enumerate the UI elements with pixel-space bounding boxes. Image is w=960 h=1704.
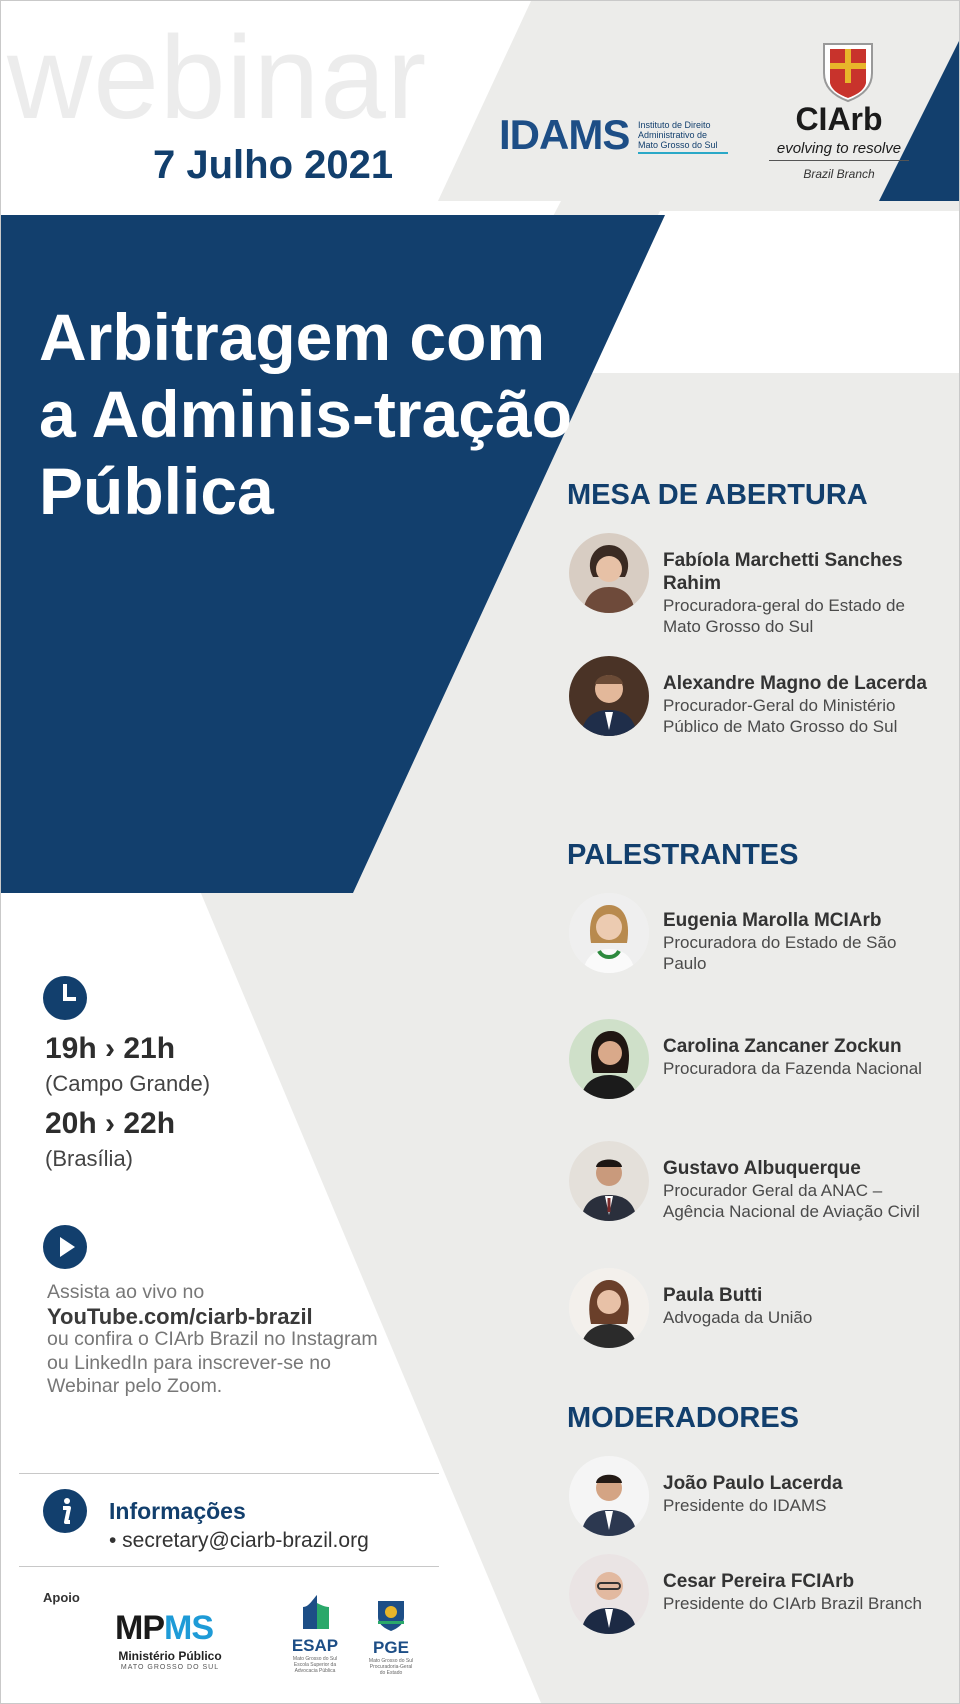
speaker-photo-avatar (569, 1554, 649, 1634)
speaker-photo-avatar (569, 893, 649, 973)
speaker-card (569, 1141, 949, 1225)
speaker-photo-avatar (569, 1268, 649, 1348)
speaker-card (569, 1268, 949, 1352)
speaker-role: Presidente do IDAMS (663, 1496, 827, 1515)
time-campo-grande: 19h › 21h (45, 1032, 176, 1065)
esap-emblem-icon (295, 1593, 335, 1631)
speaker-role: Procuradora-geral do Estado de Mato Grosso do Sul (663, 596, 905, 636)
speaker-name: Eugenia Marolla MCIArb (663, 910, 882, 931)
speaker-photo-avatar (569, 1456, 649, 1536)
watch-instructions (47, 1281, 387, 1399)
background-shapes (1, 1, 959, 1703)
ciarb-branch: Brazil Branch (803, 167, 875, 181)
speaker-photo-avatar (569, 1141, 649, 1221)
mpms-logo (115, 1609, 213, 1648)
speaker-card (569, 656, 949, 740)
speaker-name: João Paulo Lacerda (663, 1473, 843, 1494)
info-title: Informações (109, 1498, 246, 1524)
ciarb-logo-text: CIArb (795, 101, 883, 137)
esap-logo (291, 1593, 339, 1674)
pge-emblem-icon (374, 1597, 408, 1633)
pge-sub: Mato Grosso do Sul (368, 1658, 414, 1664)
speaker-name: Carolina Zancaner Zockun (663, 1036, 902, 1057)
speaker-photo-avatar (569, 656, 649, 736)
place-brasilia: (Brasília) (45, 1146, 134, 1171)
speaker-name: Gustavo Albuquerque (663, 1158, 861, 1179)
speaker-name: Fabíola Marchetti Sanches Rahim (663, 550, 903, 594)
speaker-name: Alexandre Magno de Lacerda (663, 673, 927, 694)
support-label: Apoio (43, 1590, 80, 1605)
ciarb-tagline: evolving to resolve (769, 140, 909, 161)
time-brasilia: 20h › 22h (45, 1107, 176, 1140)
speaker-role: Advogada da União (663, 1308, 813, 1327)
section-heading-opening: MESA DE ABERTURA (567, 479, 868, 511)
divider (19, 1473, 439, 1474)
pge-label: PGE (373, 1638, 409, 1657)
speaker-card (569, 1456, 949, 1540)
speaker-card (569, 1554, 949, 1638)
watch-rest: ou confira o CIArb Brazil no Instagram ou LinkedIn para inscrever-se no Webinar pelo Zoom. (47, 1328, 378, 1397)
youtube-link[interactable]: YouTube.com/ciarb-brazil (47, 1303, 313, 1329)
pge-sub2: Procuradoria-Geral do Estado (369, 1664, 413, 1676)
mpms-state: MATO GROSSO DO SUL (120, 1664, 220, 1671)
speaker-role: Procuradora da Fazenda Nacional (663, 1059, 922, 1078)
event-date: 7 Julho 2021 (153, 143, 394, 187)
esap-sub2: Escola Superior da Advocacia Pública (293, 1662, 337, 1674)
speaker-role: Procurador-Geral do Ministério Público de Mato Grosso do Sul (663, 696, 898, 736)
speaker-name: Cesar Pereira FCIArb (663, 1571, 855, 1592)
divider (19, 1566, 439, 1567)
speaker-name: Paula Butti (663, 1285, 763, 1306)
speaker-card (569, 893, 949, 977)
watch-line: Assista ao vivo no (47, 1281, 205, 1303)
esap-label: ESAP (291, 1636, 339, 1655)
mpms-logo-ms: MS (164, 1609, 213, 1647)
contact-email-link[interactable]: • secretary@ciarb-brazil.org (109, 1529, 369, 1552)
speaker-role: Procurador Geral da ANAC – Agência Nacional de Aviação Civil (663, 1181, 920, 1221)
event-title: Arbitragem com a Adminis-tração Pública (39, 300, 573, 528)
section-heading-speakers: PALESTRANTES (567, 839, 799, 871)
mpms-subtitle: Ministério Público (118, 1649, 222, 1663)
info-icon (43, 1489, 87, 1533)
speaker-role: Presidente do CIArb Brazil Branch (663, 1594, 922, 1613)
speaker-photo-avatar (569, 533, 649, 613)
ciarb-shield-icon (821, 41, 875, 103)
place-campo-grande: (Campo Grande) (45, 1071, 211, 1096)
idams-logo: IDAMS (499, 111, 630, 158)
mpms-logo-mp: MP (115, 1609, 164, 1647)
speaker-card (569, 1019, 949, 1103)
section-heading-moderators: MODERADORES (567, 1402, 800, 1434)
pge-logo (367, 1597, 415, 1676)
esap-sub: Mato Grosso do Sul (292, 1656, 338, 1662)
speaker-card (569, 533, 949, 636)
speaker-photo-avatar (569, 1019, 649, 1099)
webinar-watermark: webinar (7, 12, 428, 144)
play-icon (43, 1225, 87, 1269)
speaker-role: Procuradora do Estado de São Paulo (663, 933, 897, 973)
clock-icon (43, 976, 87, 1020)
idams-subtitle: Instituto de Direito Administrativo de Mato Grosso do Sul (638, 120, 728, 154)
